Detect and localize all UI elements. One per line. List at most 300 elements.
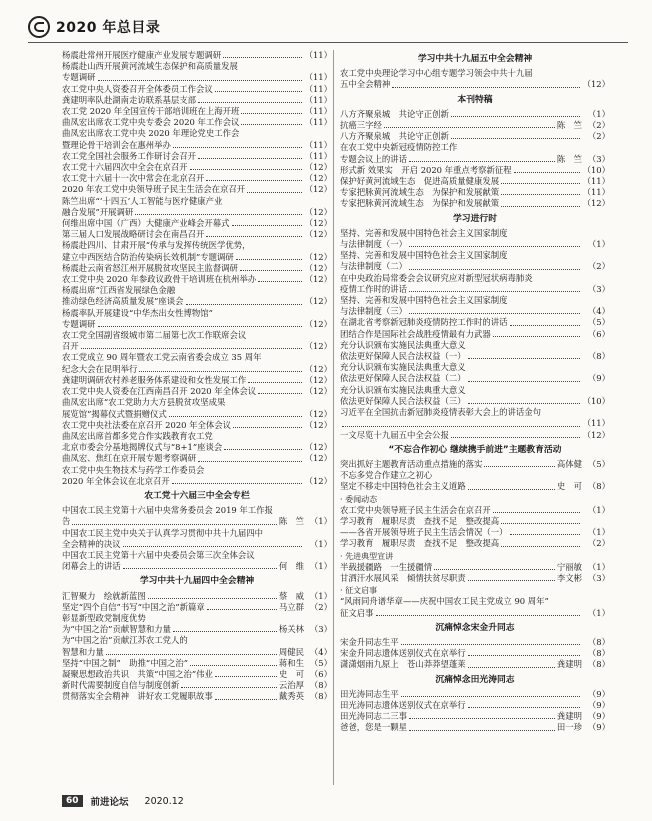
entry-issue: （5） <box>587 458 610 469</box>
toc-entry <box>62 252 332 263</box>
toc-entry <box>340 538 610 549</box>
toc-entry <box>62 453 332 464</box>
dot-leader <box>468 659 555 667</box>
toc-entry <box>62 95 332 106</box>
dot-leader <box>493 505 580 513</box>
entry-title: 专家把脉黄河流域生态 为保护和发展献策 <box>340 187 500 198</box>
entry-issue: （12） <box>304 475 332 486</box>
toc-entry <box>62 229 332 240</box>
dot-leader <box>409 711 555 719</box>
entry-title: 抗癌三字经 <box>340 120 382 131</box>
toc-column-right <box>340 50 610 734</box>
section-heading: 学习中共十九届五中全会精神 <box>417 54 533 64</box>
entry-issue: （1） <box>309 538 332 549</box>
entry-issue: （3） <box>587 153 610 164</box>
dot-leader <box>172 476 302 484</box>
toc-entry <box>340 689 610 700</box>
entry-issue: （12） <box>304 296 332 307</box>
toc-entry <box>62 516 332 527</box>
entry-issue: （12） <box>304 251 332 262</box>
toc-entry <box>340 306 610 317</box>
entry-issue: （11） <box>582 418 610 429</box>
entry-issue: （12） <box>304 262 332 273</box>
entry-title: 智慧和力量 <box>62 646 104 657</box>
entry-title: 农工党中央 2020 年参政议政骨干培训班在杭州举办 <box>62 274 257 285</box>
dot-leader <box>190 162 302 170</box>
dot-leader <box>186 296 302 304</box>
entry-title: 曲凤宏、焦红在京开展专题考察调研 <box>62 453 196 464</box>
toc-entry <box>340 430 610 441</box>
entry-title: 龚建明率队赴湖南走访联系基层支部 <box>62 94 196 105</box>
entry-title: 田光涛同志二三事 <box>340 711 407 722</box>
entry-title-line: “风雨同舟谱华章——庆祝中国农工民主党成立 90 周年” <box>340 596 549 607</box>
entry-author: 云治厚 <box>278 680 304 691</box>
toc-entry <box>62 476 332 487</box>
toc-entry <box>340 165 610 176</box>
entry-issue: （1） <box>309 561 332 572</box>
dot-leader <box>206 173 302 181</box>
toc-entry <box>62 624 332 635</box>
entry-issue: （11） <box>304 72 332 83</box>
entry-author: 陈 竺 <box>556 153 582 164</box>
dot-leader <box>258 274 302 282</box>
dot-leader <box>236 252 302 260</box>
entry-title: 依法更好保障人民合法权益（一） <box>340 351 466 362</box>
entry-issue: （11） <box>304 50 332 60</box>
entry-title: 与法律制度（一） <box>340 239 407 250</box>
subsection-label: · 征文启事 <box>340 586 378 596</box>
dot-leader <box>215 669 277 677</box>
dot-leader <box>409 306 580 314</box>
entry-issue: （8） <box>309 691 332 702</box>
entry-issue: （11） <box>304 83 332 94</box>
entry-issue: （10） <box>582 164 610 175</box>
entry-issue: （3） <box>587 283 610 294</box>
entry-title: 农工党中央人资委在江西南昌召开 2020 年全体会议 <box>62 386 257 397</box>
entry-author: 龚建明 <box>556 711 582 722</box>
entry-issue: （11） <box>582 187 610 198</box>
entry-title: 北京市委会分基地揭牌仪式与“8+1”座谈会 <box>62 442 223 453</box>
toc-entry <box>62 263 332 274</box>
entry-issue: （12） <box>582 429 610 440</box>
entry-author: 陈 竺 <box>556 120 582 131</box>
entry-issue: （9） <box>587 711 610 722</box>
entry-title: 专题调研 <box>62 318 96 329</box>
dot-leader <box>240 263 302 271</box>
dot-leader <box>468 481 555 489</box>
entry-issue: （12） <box>582 79 610 90</box>
entry-title: 农工党十六届四次中全会在京召开 <box>62 162 188 173</box>
entry-title: 推动绿色经济高质量发展”座谈会 <box>62 296 184 307</box>
toc-entry <box>62 691 332 702</box>
toc-entry <box>340 562 610 573</box>
section-heading: 学习进行时 <box>453 213 497 224</box>
entry-title: 龚建明调研农村养老服务体系建设和女性发展工作 <box>62 374 247 385</box>
toc-entry <box>62 364 332 375</box>
toc-entry <box>62 151 332 162</box>
dot-leader <box>198 151 302 159</box>
toc-entry <box>62 602 332 613</box>
entry-title: 展览馆”揭幕仪式暨捐赠仪式 <box>62 408 167 419</box>
toc-entry <box>62 218 332 229</box>
entry-author: 杨关林 <box>278 624 304 635</box>
toc-entry <box>62 669 332 680</box>
page-header <box>28 14 628 40</box>
entry-title: 贯彻落实全会精神 讲好农工党履职故事 <box>62 691 213 702</box>
toc-entry <box>340 176 610 187</box>
toc-entry <box>340 284 610 295</box>
toc-entry <box>340 516 610 527</box>
entry-title: 甘洒汗水展风采 倾情扶贫尽职责 <box>340 572 466 583</box>
toc-entry <box>62 84 332 95</box>
entry-title: 2020 年全体会议在北京召开 <box>62 475 170 486</box>
entry-issue: （2） <box>309 601 332 612</box>
entry-title-line: 曲凤宏出席首都多党合作实践教育农工党 <box>62 430 213 441</box>
toc-entry <box>340 700 610 711</box>
toc-entry <box>340 154 610 165</box>
toc-entry <box>340 120 610 131</box>
entry-title: 在湖北省考察新冠肺炎疫情防控工作时的讲话 <box>340 317 508 328</box>
toc-entry <box>62 207 332 218</box>
toc-entry <box>62 173 332 184</box>
section-heading: 本刊特稿 <box>457 94 493 105</box>
dot-leader <box>173 624 277 632</box>
entry-issue: （11） <box>304 150 332 161</box>
entry-issue: （12） <box>304 206 332 217</box>
dot-leader <box>468 396 580 404</box>
dot-leader <box>190 658 277 666</box>
dot-leader <box>258 386 302 394</box>
dot-leader <box>451 430 580 438</box>
entry-issue: （2） <box>587 120 610 131</box>
toc-entry <box>340 131 610 142</box>
entry-issue: （3） <box>309 624 332 635</box>
dot-leader <box>409 261 580 269</box>
entry-title: 突出抓好主题教育活动重点措施的落实 <box>340 458 483 469</box>
entry-issue: （12） <box>304 173 332 184</box>
entry-issue: （2） <box>587 131 610 142</box>
entry-title: 建立中西医结合防治传染病长效机制”专题调研 <box>62 251 234 262</box>
entry-issue: （12） <box>304 184 332 195</box>
toc-entry <box>340 373 610 384</box>
dot-leader <box>493 329 580 337</box>
dot-leader <box>401 637 580 645</box>
entry-title: 与法律制度（三） <box>340 306 407 317</box>
entry-title: 坚定不移走中国特色社会主义道路 <box>340 481 466 492</box>
entry-issue: （8） <box>587 648 610 659</box>
entry-title-line: 充分认识颁布实施民法典重大意义 <box>340 339 466 350</box>
toc-entry <box>340 187 610 198</box>
dot-leader <box>224 442 302 450</box>
toc-entry <box>340 505 610 516</box>
entry-issue: （8） <box>587 351 610 362</box>
entry-title: 与法律制度（二） <box>340 261 407 272</box>
entry-issue: （9） <box>587 688 610 699</box>
toc-entry <box>340 79 610 90</box>
dot-leader <box>501 187 580 195</box>
toc-entry <box>62 50 332 61</box>
entry-title-line: 杨震赴山西开展黄河流域生态保护和高质量发展 <box>62 61 238 72</box>
dot-leader <box>215 84 302 92</box>
entry-issue: （2） <box>587 538 610 549</box>
dot-leader <box>123 539 302 547</box>
toc-entry <box>340 109 610 120</box>
column-divider <box>333 50 334 785</box>
entry-author: 周健民 <box>278 646 304 657</box>
entry-title: 杨震赴常州开展医疗健康产业发展专题调研 <box>62 50 222 60</box>
toc-entry <box>340 198 610 209</box>
section-heading: 学习中共十九届四中全会精神 <box>139 576 255 587</box>
dot-leader <box>233 420 302 428</box>
toc-entry <box>62 409 332 420</box>
entry-title-line: 在农工党中央新冠疫情防控工作 <box>340 142 458 153</box>
entry-title: 闭幕会上的讲话 <box>62 561 121 572</box>
dot-leader <box>510 317 581 325</box>
dot-leader <box>468 648 580 656</box>
entry-title: 八方齐聚泉城 共论守正创新 <box>340 131 449 142</box>
entry-issue: （8） <box>587 636 610 647</box>
dot-leader <box>248 375 302 383</box>
entry-issue: （11） <box>304 139 332 150</box>
entry-title-line: 习近平在全国抗击新冠肺炎疫情表彰大会上的讲话金句 <box>340 407 541 418</box>
dot-leader <box>106 647 277 655</box>
entry-issue: （1） <box>587 239 610 250</box>
page-number: 60 <box>62 795 83 807</box>
toc-entry <box>62 106 332 117</box>
entry-issue: （1） <box>587 108 610 119</box>
toc-entry <box>340 351 610 362</box>
entry-issue: （5） <box>587 317 610 328</box>
toc-entry <box>340 317 610 328</box>
entry-title: 农工党十六届十一次中常会在北京召开 <box>62 173 205 184</box>
entry-title: 曲凤宏出席农工党中央专委会 2020 年工作会议 <box>62 117 240 128</box>
dot-leader <box>135 207 302 215</box>
entry-title-line: 曲凤宏出席农工党中央 2020 年理论党史工作会 <box>62 128 240 139</box>
dot-leader <box>376 608 581 616</box>
dot-leader <box>139 364 302 372</box>
dot-leader <box>247 184 302 192</box>
entry-issue: （4） <box>309 646 332 657</box>
toc-entry <box>340 329 610 340</box>
dot-leader <box>181 680 277 688</box>
entry-issue: （9） <box>587 699 610 710</box>
entry-issue: （12） <box>304 408 332 419</box>
entry-title: 农工党中央人资委召开全体委员工作会议 <box>62 83 213 94</box>
entry-issue: （12） <box>304 341 332 352</box>
toc-entry <box>340 527 610 538</box>
toc-entry <box>62 375 332 386</box>
toc-entry <box>340 648 610 659</box>
dot-leader <box>451 131 580 139</box>
entry-author: 田一珍 <box>556 722 582 733</box>
entry-author: 陈 竺 <box>278 516 304 527</box>
dot-leader <box>241 117 302 125</box>
entry-issue: （3） <box>587 572 610 583</box>
entry-title: 半载援疆路 一生援疆情 <box>340 561 433 572</box>
toc-entry <box>62 72 332 83</box>
toc-entry <box>340 573 610 584</box>
toc-entry <box>340 261 610 272</box>
toc-entry <box>62 296 332 307</box>
entry-author: 史 可 <box>556 481 582 492</box>
section-heading: 沉痛悼念宋金升同志 <box>435 622 515 633</box>
entry-issue: （6） <box>309 668 332 679</box>
entry-author: 龚建明 <box>556 659 582 670</box>
entry-title: 召开 <box>62 341 79 352</box>
entry-issue: （5） <box>309 657 332 668</box>
entry-author: 戴秀英 <box>278 691 304 702</box>
entry-title-line: 杨震赴四川、甘肃开展“传承与发挥传统医学优势， <box>62 240 251 251</box>
dot-leader <box>169 409 302 417</box>
dot-leader <box>207 602 277 610</box>
toc-entry <box>340 659 610 670</box>
toc-entry <box>62 647 332 658</box>
entry-title: 专家把脉黄河流域生态 为保护和发展献策 <box>340 198 500 209</box>
toc-entry <box>62 591 332 602</box>
toc-entry <box>62 140 332 151</box>
entry-issue: （12） <box>304 363 332 374</box>
entry-title-line: 中国农工民主党第十六届中央常务委员会 2019 年工作报 <box>62 505 273 516</box>
entry-title: 团结合作是国际社会战胜疫情最有力武器 <box>340 328 491 339</box>
entry-issue: （9） <box>587 722 610 733</box>
entry-title: 学习教育 履职尽责 查找不足 整改提高 <box>340 538 500 549</box>
dot-leader <box>198 95 302 103</box>
entry-issue: （12） <box>304 374 332 385</box>
toc-entry <box>62 680 332 691</box>
entry-title-line: 在中央政治局常委会会议研究应对新型冠状病毒肺炎 <box>340 272 533 283</box>
dot-leader <box>72 516 277 524</box>
dot-leader <box>81 341 302 349</box>
entry-title: 暨理论骨干培训会在惠州举办 <box>62 139 171 150</box>
entry-title: 潇潇烟雨九原上 苍山莽莽望蓬莱 <box>340 659 466 670</box>
entry-title-line: 杨震出席“江西省发展绿色金融 <box>62 285 176 296</box>
entry-title: 爸爸，您是一颗星 <box>340 722 407 733</box>
toc-entry <box>62 561 332 572</box>
dot-leader <box>98 319 303 327</box>
dot-leader <box>148 591 277 599</box>
entry-title: 学习教育 履职尽责 查找不足 整改提高 <box>340 515 500 526</box>
dot-leader <box>241 106 302 114</box>
entry-title-line: 杨震率队开展建设“中华杰出女性博物馆” <box>62 307 213 318</box>
entry-issue: （11） <box>304 106 332 117</box>
entry-title: 保护好黄河流域生态 促进高质量健康发展 <box>340 176 500 187</box>
entry-title: 融合发展”开展调研 <box>62 206 134 217</box>
journal-name: 前进论坛 <box>90 797 129 808</box>
entry-issue: （8） <box>309 680 332 691</box>
entry-issue: （9） <box>587 373 610 384</box>
toc-entry <box>340 637 610 648</box>
entry-title: 依法更好保障人民合法权益（三） <box>340 395 466 406</box>
toc-column-left <box>62 50 332 703</box>
section-heading: “不忘合作初心 继续携手前进”主题教育活动 <box>388 444 562 455</box>
entry-issue: （11） <box>582 176 610 187</box>
entry-title: 凝聚思想政治共识 共策“中国之治”伟业 <box>62 668 213 679</box>
entry-title-line: 中国农工民主党第十六届中央委员会第三次全体会议 <box>62 549 255 560</box>
dot-leader <box>451 109 580 117</box>
entry-issue: （1） <box>587 527 610 538</box>
header-rule <box>28 42 628 43</box>
dot-leader <box>484 459 555 467</box>
toc-entry <box>62 386 332 397</box>
dot-leader <box>198 453 302 461</box>
section-heading: 沉痛悼念田光涛同志 <box>435 674 515 685</box>
entry-author: 李文彬 <box>556 572 582 583</box>
entry-title: 田光涛同志生平 <box>340 688 399 699</box>
entry-title-line: 农工党中央生物技术与药学工作委员会 <box>62 464 205 475</box>
entry-title-line: 彰显新型政党制度优势 <box>62 612 146 623</box>
entry-author: 何 维 <box>278 561 304 572</box>
subsection-label: · 委闻动态 <box>340 494 378 504</box>
entry-title: 五中全会精神 <box>340 79 391 90</box>
entry-title: 坚定“四个自信”书写“中国之治”新篇章 <box>62 601 205 612</box>
toc-entry <box>62 184 332 195</box>
entry-title: 为“中国之治”贡献智慧和力量 <box>62 624 172 635</box>
dot-leader <box>223 50 302 58</box>
toc-entry <box>62 162 332 173</box>
entry-issue: （8） <box>587 659 610 670</box>
dot-leader <box>384 120 555 128</box>
dot-leader <box>434 562 555 570</box>
entry-title: 何维出席中国（广西）大健康产业峰会开幕式 <box>62 218 230 229</box>
entry-issue: （2） <box>587 261 610 272</box>
entry-issue: （12） <box>304 453 332 464</box>
entry-title: 疫情工作时的讲话 <box>340 283 407 294</box>
entry-issue: （11） <box>304 117 332 128</box>
dot-leader <box>409 239 580 247</box>
dot-leader <box>232 218 303 226</box>
entry-title: 一文尽览十九届五中全会公报 <box>340 429 449 440</box>
dot-leader <box>409 284 580 292</box>
toc-entry <box>62 420 332 431</box>
entry-title: 农工党 2020 年全国宣传干部培训班在上海开班 <box>62 106 240 117</box>
dot-leader <box>409 722 555 730</box>
entry-issue: （12） <box>304 419 332 430</box>
entry-issue <box>582 516 610 527</box>
entry-author: 宁丽敏 <box>556 561 582 572</box>
entry-title: 杨震赴云南省怒江州开展脱贫攻坚民主监督调研 <box>62 262 238 273</box>
toc-entry <box>340 722 610 733</box>
entry-issue: （12） <box>304 218 332 229</box>
page-title: 2020 年总目录 <box>56 20 161 36</box>
entry-issue: （1） <box>309 590 332 601</box>
dot-leader <box>123 561 277 569</box>
section-heading: 农工党十六届三中全会专栏 <box>144 490 250 501</box>
subsection-label: · 先进典型宣讲 <box>340 551 394 561</box>
entry-title-line: 充分认识颁布实施民法典重大意义 <box>340 362 466 373</box>
dot-leader <box>501 198 580 206</box>
toc-entry <box>62 117 332 128</box>
journal-logo-icon <box>28 16 50 38</box>
issue-label: 2020.12 <box>144 795 184 807</box>
entry-issue: （12） <box>304 442 332 453</box>
dot-leader <box>510 527 581 535</box>
entry-title: 新时代需要制度自信与制度创新 <box>62 680 180 691</box>
entry-title: 征文启事 <box>340 607 374 618</box>
toc-entry <box>340 239 610 250</box>
entry-title: 八方齐聚泉城 共论守正创新 <box>340 108 449 119</box>
entry-title: 田光涛同志遗体送别仪式在京举行 <box>340 699 466 710</box>
dot-leader <box>215 691 277 699</box>
toc-entry <box>62 274 332 285</box>
dot-leader <box>98 72 303 80</box>
entry-author: 史 可 <box>278 668 304 679</box>
entry-title-line: 充分认识颁布实施民法典重大意义 <box>340 384 466 395</box>
entry-title: 专题调研 <box>62 72 96 83</box>
toc-entry <box>340 418 610 429</box>
entry-issue: （10） <box>582 395 610 406</box>
toc-entry <box>62 341 332 352</box>
entry-title: 形式新 效果实 开启 2020 年重点考察新征程 <box>340 164 512 175</box>
